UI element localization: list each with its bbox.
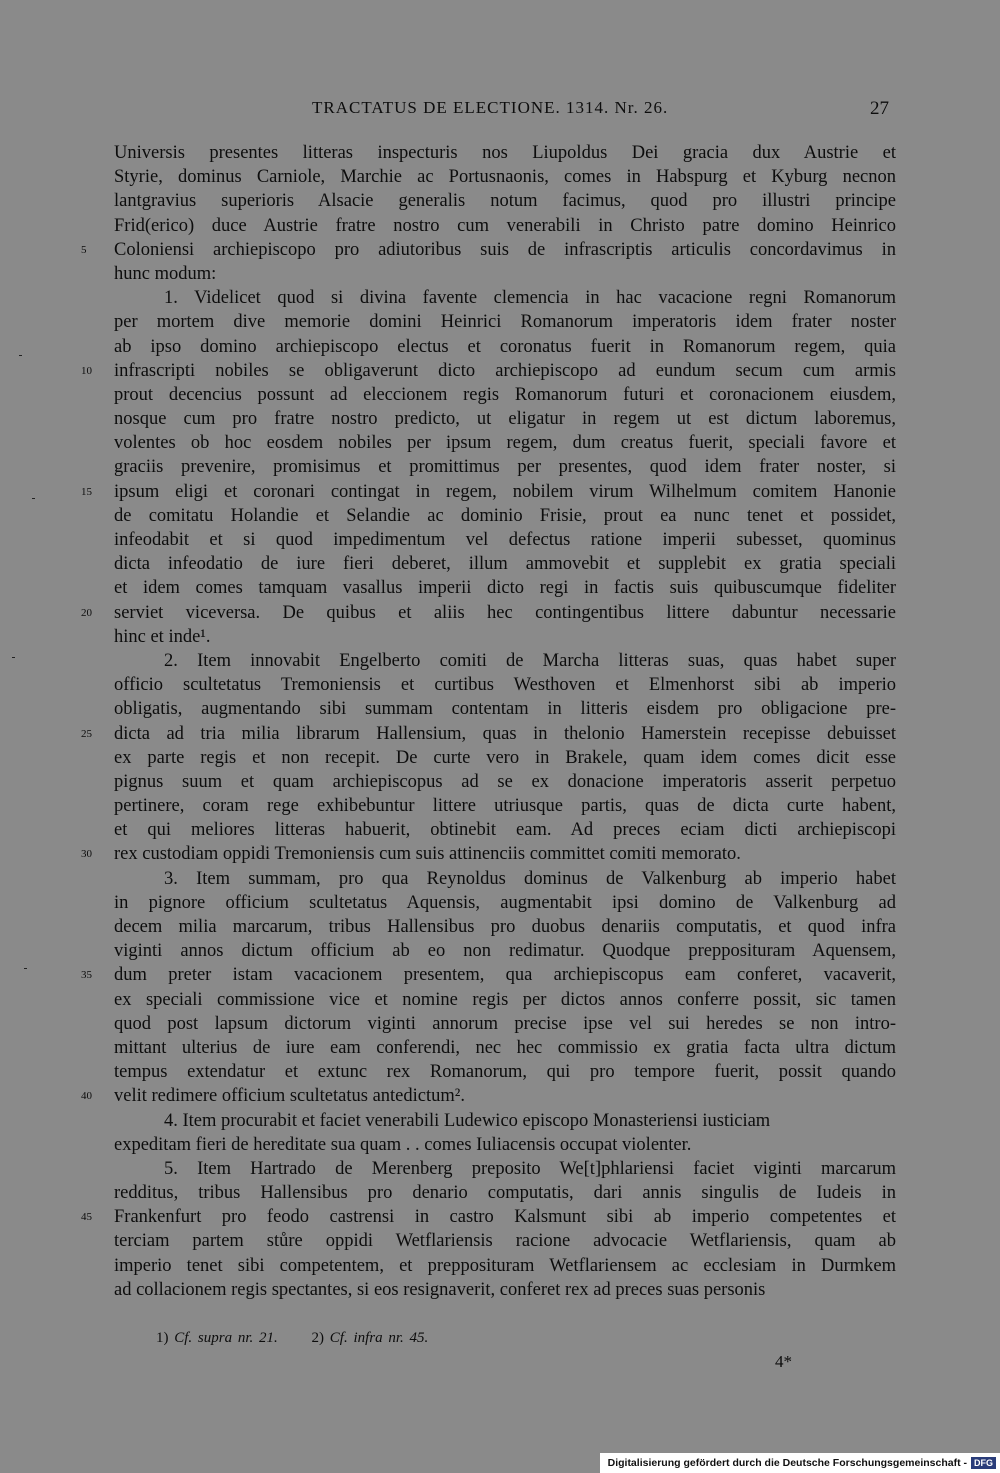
text-line (114, 818, 896, 842)
text-line (81, 238, 896, 262)
line-text: dicta ad tria milia librarum Hallensium, quas in thelonio Hamerstein recepisse debuisset (114, 723, 896, 744)
text-line (114, 915, 896, 939)
line-text: et qui meliores litteras habuerit, obtinebit eam. Ad preces eciam dicti archiepiscopi (114, 820, 896, 841)
text-line (81, 963, 896, 987)
text-line (114, 214, 896, 238)
line-text: decem milia marcarum, tribus Hallensibus pro duobus denariis computatis, et quod infra (114, 917, 896, 937)
text-line (114, 891, 896, 915)
line-text: rex custodiam oppidi Tremoniensis cum suis attinenciis committet comiti memorato. (114, 844, 741, 865)
text-line (114, 1181, 896, 1205)
text-line (81, 1205, 896, 1229)
text-line (114, 383, 896, 407)
text-line (114, 504, 896, 528)
line-number: 25 (81, 727, 92, 740)
text-line (114, 262, 896, 286)
line-number: 35 (81, 969, 92, 982)
line-text: ab ipso domino archiepiscopo electus et coronatus fuerit in Romanorum regem, quia (114, 336, 896, 357)
line-text: mittant ulterius de iure eam conferendi, nec hec commissio ex gratia facta ultra dictum (114, 1037, 896, 1058)
line-text: viginti annos dictum officium ab eo non redimatur. Quodque prepposituram Aquensem, (114, 941, 896, 962)
line-text: 2. Item innovabit Engelberto comiti de Marcha litteras suas, quas habet super (164, 650, 896, 671)
text-line (114, 673, 896, 697)
footnote-text: Cf. supra nr. 21. (174, 1330, 278, 1346)
line-text: infeodabit et si quod impedimentum vel defectus ratione imperii subesset, quominus (114, 530, 896, 550)
text-line (114, 1012, 896, 1036)
margin-mark (32, 498, 35, 499)
footnote (312, 1330, 429, 1346)
text-line (114, 697, 896, 721)
running-title: TRACTATUS DE ELECTIONE. 1314. Nr. 26. (312, 98, 669, 117)
line-text: per mortem dive memorie domini Heinrici Romanorum imperatoris idem frater noster (114, 312, 896, 333)
line-text: Universis presentes litteras inspecturis nos Liupoldus Dei gracia dux Austrie et (114, 143, 896, 163)
text-line (114, 455, 896, 479)
signature-mark: 4* (775, 1352, 792, 1371)
text-line (114, 867, 896, 891)
line-text: redditus, tribus Hallensibus pro denario computatis, dari annis singulis de Iudeis in (114, 1183, 896, 1204)
line-number: 45 (81, 1211, 92, 1224)
text-line (114, 649, 896, 673)
line-text: Coloniensi archiepiscopo pro adiutoribus suis de infrascriptis articulis concordavimus in (114, 239, 896, 260)
line-text: nosque cum pro fratre nostro predicto, ut eligatur in regem ut est dictum laboremus, (114, 409, 896, 430)
text-line (114, 1229, 896, 1253)
text-line (114, 165, 896, 189)
line-text: ipsum eligi et coronari contingat in regem, nobilem virum Wilhelmum comitem Hanonie (114, 481, 896, 502)
line-text: Frid(erico) duce Austrie fratre nostro cum venerabili in Christo patre domino Heinrico (114, 215, 896, 236)
text-line (114, 1278, 896, 1302)
line-text: hunc modum: (114, 263, 217, 284)
text-line (114, 1133, 896, 1157)
line-text: lantgravius superioris Alsacie generalis notum facimus, quod pro illustri principe (114, 191, 896, 212)
text-line (114, 1254, 896, 1278)
line-text: Frankenfurt pro feodo castrensi in castro Kalsmunt sibi ab imperio competentes et (114, 1207, 896, 1228)
text-line (114, 552, 896, 576)
line-text: imperio tenet sibi competentem, et prepposituram Wetflariensem ac ecclesiam in Durmkem (114, 1255, 896, 1276)
text-line (114, 794, 896, 818)
line-text: dicta infeodatio de iure fieri deberet, illum ammovebit et supplebit ex gratia speciali (114, 554, 896, 575)
footnote-text: Cf. infra nr. 45. (329, 1330, 429, 1346)
dfg-logo: DFG (971, 1457, 996, 1469)
page-number: 27 (870, 98, 889, 119)
text-line (81, 359, 896, 383)
line-text: hinc et inde¹. (114, 626, 211, 647)
text-line (114, 1157, 896, 1181)
line-number: 20 (81, 606, 92, 619)
text-line (114, 1109, 896, 1133)
line-number: 30 (81, 848, 92, 861)
line-text: de comitatu Holandie et Selandie ac dominio Frisie, prout ea nunc tenet et possidet, (114, 505, 896, 526)
line-text: dum preter istam vacacionem presentem, qua archiepiscopus eam conferet, vacaverit, (114, 965, 896, 986)
text-line (81, 842, 896, 866)
text-line (81, 480, 896, 504)
line-text: obligatis, augmentando sibi summam contentam in litteris eisdem pro obligacione pre- (114, 699, 896, 720)
line-text: expeditam fieri de hereditate sua quam . . comes Iuliacensis occupat violenter. (114, 1134, 692, 1155)
text-line (114, 286, 896, 310)
text-line (114, 746, 896, 770)
body-text (81, 141, 896, 1302)
line-text: ex parte regis et non recepit. De curte vero in Brakele, quam idem comes dicit esse (114, 747, 896, 768)
line-text: pertinere, coram rege exhibebuntur littere utriusque partis, quas de dicta curte habent, (114, 796, 896, 817)
line-text: 5. Item Hartrado de Merenberg preposito We[t]phlariensi faciet viginti marcarum (164, 1158, 896, 1179)
line-text: pignus suum et quam archiepiscopus ad se ex donacione imperatoris asserit perpetuo (114, 771, 896, 792)
footnotes (156, 1330, 456, 1347)
line-number: 5 (81, 243, 87, 256)
line-text: ad collacionem regis spectantes, si eos resignaverit, conferet rex ad preces suas personis (114, 1279, 766, 1300)
text-line (114, 335, 896, 359)
line-text: officio scultetatus Tremoniensis et curtibus Westhoven et Elmenhorst sibi ab imperio (114, 675, 896, 696)
line-text: serviet viceversa. De quibus et aliis hec contingentibus littere dabuntur necessarie (114, 602, 896, 623)
line-text: 1. Videlicet quod si divina favente clemencia in hac vacacione regni Romanorum (164, 288, 896, 309)
line-number: 15 (81, 485, 92, 498)
text-line (81, 722, 896, 746)
text-line (114, 988, 896, 1012)
line-text: volentes ob hoc eosdem nobiles per ipsum regem, dum creatus fuerit, speciali favore et (114, 433, 896, 454)
credit-text: Digitalisierung gefördert durch die Deutsche Forschungsgemeinschaft - (607, 1457, 967, 1469)
line-text: tempus extendatur et extunc rex Romanorum, qui pro tempore fuerit, possit quando (114, 1062, 896, 1083)
text-line (114, 528, 896, 552)
text-line (114, 189, 896, 213)
margin-mark (24, 968, 27, 969)
digitization-credit (600, 1453, 1000, 1473)
footnote (156, 1330, 284, 1346)
line-text: Styrie, dominus Carniole, Marchie ac Portusnaonis, comes in Habspurg et Kyburg necnon (114, 167, 896, 188)
text-line (114, 310, 896, 334)
text-line (81, 1084, 896, 1108)
line-text: et idem comes tamquam vasallus imperii dicto regi in factis suis quibuscumque fideliter (114, 578, 896, 599)
line-text: in pignore officium scultetatus Aquensis, augmentabit ipsi domino de Valkenburg ad (114, 892, 896, 913)
margin-mark (19, 355, 22, 356)
line-number: 40 (81, 1090, 92, 1103)
line-text: terciam partem stůre oppidi Wetflariensis racione advocacie Wetflariensis, quam ab (114, 1231, 896, 1252)
footnote-number: 1) (156, 1330, 169, 1346)
line-text: velit redimere officium scultetatus antedictum². (114, 1086, 465, 1107)
text-line (114, 939, 896, 963)
text-line (81, 601, 896, 625)
text-line (114, 1060, 896, 1084)
text-line (114, 1036, 896, 1060)
line-text: graciis prevenire, promisimus et promittimus per presentes, quod idem frater noster, si (114, 457, 896, 478)
line-text: ex speciali commissione vice et nomine regis per dictos annos conferre possit, sic tamen (114, 989, 896, 1010)
text-line (114, 141, 896, 165)
line-text: 4. Item procurabit et faciet venerabili Ludewico episcopo Monasteriensi iusticiam (164, 1110, 771, 1131)
footnote-number: 2) (311, 1330, 325, 1346)
text-line (114, 770, 896, 794)
line-text: prout decencius possunt ad eleccionem regis Romanorum futuri et coronacionem eiusdem, (114, 384, 896, 405)
text-line (114, 625, 896, 649)
line-text: quod post lapsum dictorum viginti annorum precise ipse vel sui heredes se non intro- (114, 1013, 896, 1034)
line-number: 10 (81, 364, 92, 377)
line-text: 3. Item summam, pro qua Reynoldus dominus de Valkenburg ab imperio habet (164, 868, 896, 889)
text-line (114, 431, 896, 455)
line-text: infrascripti nobiles se obligaverunt dicto archiepiscopo ad eundum secum cum armis (114, 360, 896, 381)
page-header (0, 98, 1000, 124)
text-line (114, 576, 896, 600)
text-line (114, 407, 896, 431)
margin-mark (12, 657, 15, 658)
